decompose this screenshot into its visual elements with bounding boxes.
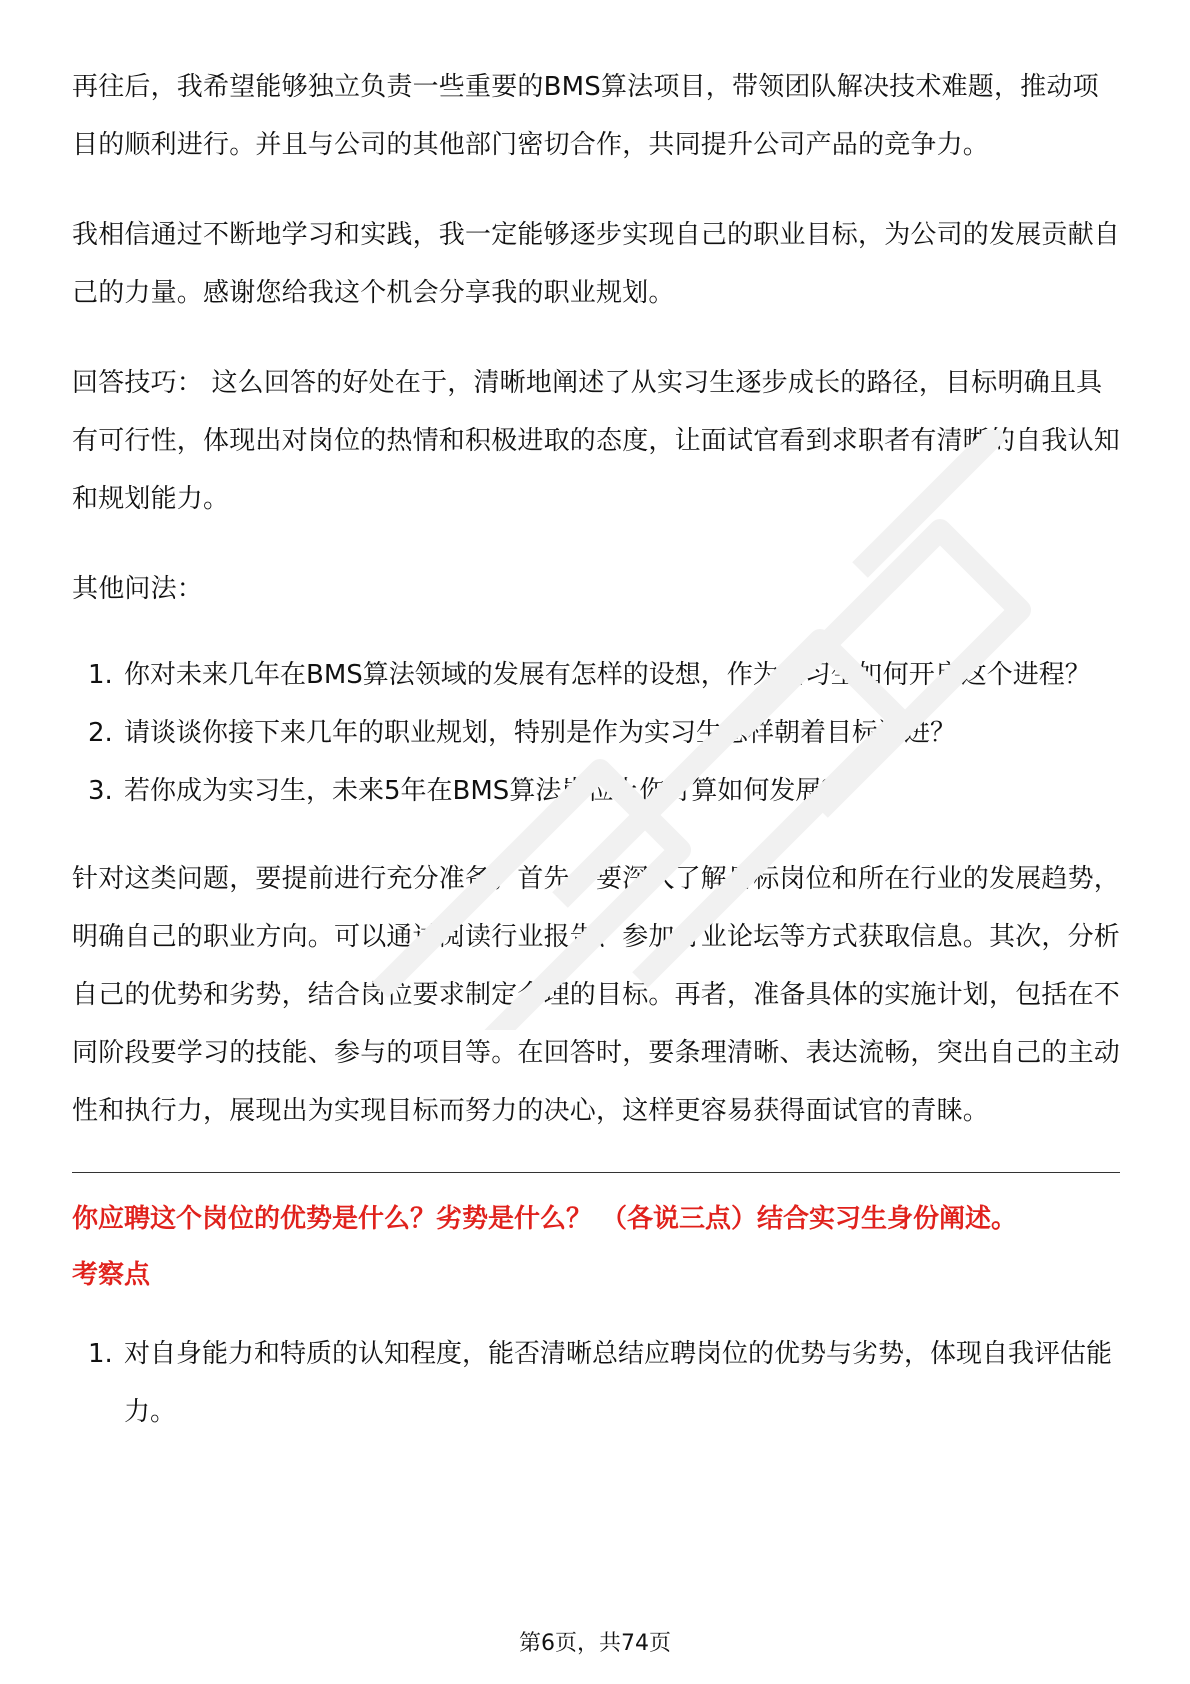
list-item-text: 请谈谈你接下来几年的职业规划，特别是作为实习生怎样朝着目标迈进？: [124, 718, 957, 748]
page-number-footer: 第6页，共74页: [519, 1631, 671, 1656]
list-item-text: 对自身能力和特质的认知程度，能否清晰总结应聘岗位的优势与劣势，体现自我评估能力。: [124, 1339, 1113, 1427]
list-item: [72, 646, 1120, 704]
list-item-number: 1.: [88, 1339, 113, 1369]
paragraph-career-future: 再往后，我希望能够独立负责一些重要的BMS算法项目，带领团队解决技术难题，推动项目的顺利进行。并且与公司的其他部门密切合作，共同提升公司产品的竞争力。: [72, 72, 1099, 160]
paragraph-answer-tips: 回答技巧： 这么回答的好处在于，清晰地阐述了从实习生逐步成长的路径，目标明确且具有可行性，体现出对岗位的热情和积极进取的态度，让面试官看到求职者有清晰的自我认知和规划能力。: [72, 368, 1121, 514]
focus-points-list: [72, 1325, 1120, 1441]
other-questions-heading: 其他问法：: [72, 574, 204, 604]
focus-points-label: 考察点: [72, 1260, 151, 1290]
list-item-text: 若你成为实习生，未来5年在BMS算法岗位上你打算如何发展？: [124, 776, 848, 806]
section-question-title: 你应聘这个岗位的优势是什么？劣势是什么？ （各说三点）结合实习生身份阐述。: [72, 1204, 1018, 1234]
paragraph-career-belief: 我相信通过不断地学习和实践，我一定能够逐步实现自己的职业目标，为公司的发展贡献自己的力量。感谢您给我这个机会分享我的职业规划。: [72, 220, 1121, 308]
list-item-number: 3.: [88, 776, 113, 806]
paragraph-preparation-advice: 针对这类问题，要提前进行充分准备。首先，要深入了解目标岗位和所在行业的发展趋势，明确自己的职业方向。可以通过阅读行业报告、参加行业论坛等方式获取信息。其次，分析自己的优势和劣势，结合岗位要求制定合理的目标。再者，准备具体的实施计划，包括在不同阶段要学习的技能、参与的项目等。在回答时，要条理清晰、表达流畅，突出自己的主动性和执行力，展现出为实现目标而努力的决心，这样更容易获得面试官的青睐。: [72, 864, 1121, 1126]
list-item-number: 2.: [88, 718, 113, 748]
list-item: [72, 1325, 1120, 1441]
other-questions-list: [72, 646, 1120, 820]
list-item: [72, 762, 1120, 820]
list-item: [72, 704, 1120, 762]
list-item-number: 1.: [88, 660, 113, 690]
section-divider: [72, 1172, 1120, 1173]
document-page: [72, 58, 1120, 1471]
list-item-text: 你对未来几年在BMS算法领域的发展有怎样的设想，作为实习生如何开启这个进程？: [124, 660, 1091, 690]
